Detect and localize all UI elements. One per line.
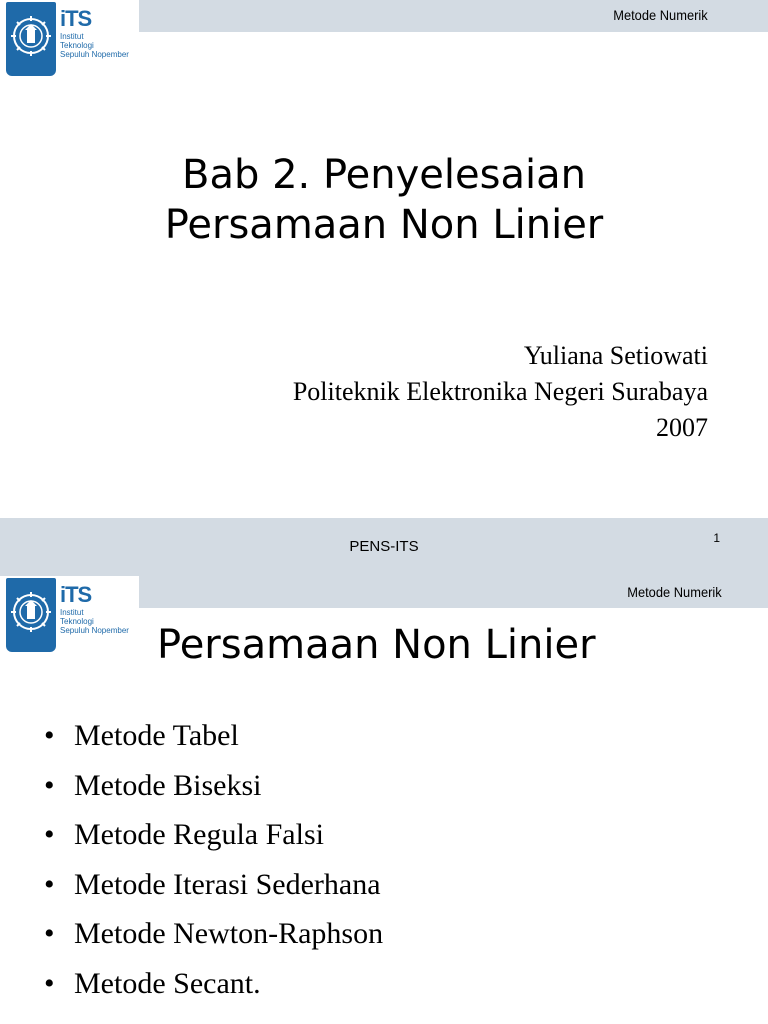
logo-acronym: iTS <box>60 6 92 31</box>
bullet-icon: • <box>44 818 55 851</box>
year: 2007 <box>656 413 708 442</box>
logo-subtitle: Institut Teknologi Sepuluh Nopember <box>60 608 129 635</box>
list-item: • Metode Biseksi <box>44 766 383 816</box>
bullet-icon: • <box>44 966 55 1000</box>
its-emblem-icon <box>6 578 56 652</box>
list-item: • Metode Regula Falsi <box>44 815 383 865</box>
its-emblem-icon <box>6 2 56 76</box>
list-item: • Metode Newton-Raphson <box>44 914 383 964</box>
title-line-2: Persamaan Non Linier <box>164 202 604 248</box>
bullet-icon: • <box>44 719 55 752</box>
page-number: 1 <box>713 531 720 545</box>
institution-name: Politeknik Elektronika Negeri Surabaya <box>292 377 708 406</box>
author-block <box>293 338 708 446</box>
slide-title: Persamaan Non Linier <box>157 622 596 668</box>
footer-bar <box>0 518 768 576</box>
list-item: • Metode Secant. <box>44 964 383 1014</box>
its-logo <box>6 2 138 76</box>
list-item: • Metode Tabel <box>44 716 383 766</box>
slide-2 <box>0 576 768 1024</box>
logo-acronym: iTS <box>60 582 92 607</box>
bullet-icon: • <box>44 768 55 802</box>
header-bar <box>139 576 768 608</box>
author-name: Yuliana Setiowati <box>523 341 708 370</box>
bullet-icon: • <box>44 917 55 950</box>
bullet-icon: • <box>44 867 55 901</box>
slide-title <box>0 150 768 250</box>
logo-subtitle: Institut Teknologi Sepuluh Nopember <box>60 32 129 59</box>
footer-text: PENS-ITS <box>349 538 419 555</box>
list-item: • Metode Iterasi Sederhana <box>44 865 383 915</box>
header-bar <box>139 0 768 32</box>
course-name: Metode Numerik <box>613 7 708 23</box>
its-logo <box>6 578 138 652</box>
title-line-1: Bab 2. Penyelesaian <box>182 152 586 198</box>
course-name: Metode Numerik <box>627 584 722 600</box>
method-list <box>44 716 383 1013</box>
